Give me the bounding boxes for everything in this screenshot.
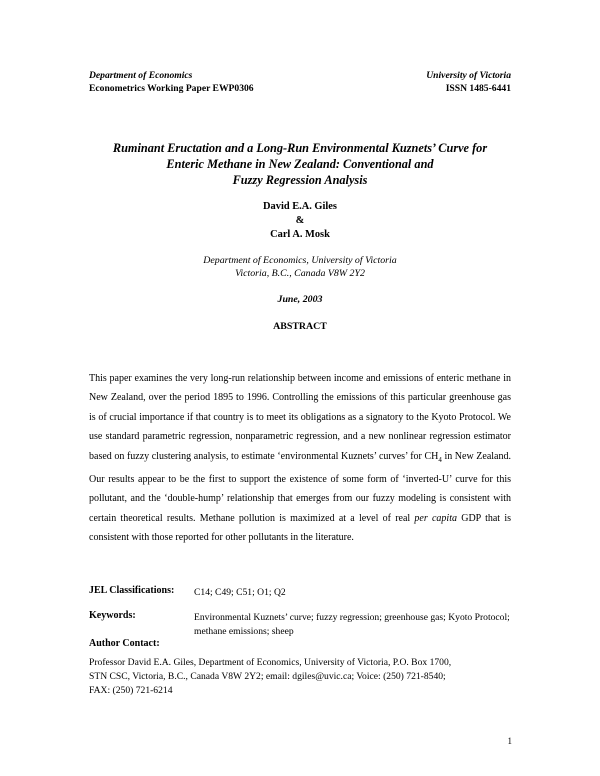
jel-value: C14; C49; C51; O1; Q2 [194, 587, 286, 598]
page-number: 1 [507, 736, 512, 746]
contact-line: FAX: (250) 721-6214 [89, 685, 173, 697]
title-line: Ruminant Eructation and a Long-Run Environmental Kuznets’ Curve for [112, 141, 488, 155]
keywords-label: Keywords: [89, 610, 136, 621]
abstract-subscript: 4 [438, 455, 442, 464]
author-1: David E.A. Giles [263, 201, 337, 212]
contact-line: STN CSC, Victoria, B.C., Canada V8W 2Y2; email: dgiles@uvic.ca; Voice: (250) 721-8540; [89, 671, 446, 683]
abstract-text-1: This paper examines the very long-run relationship between income and emissions of enteric methane in New Zealand, over the period 1895 to 1996. Controlling the emissions of this particular greenhouse gas is of crucial importance if that country is to meet its obligations as a signatory to the Kyoto Protocol. We use standard parametric regression, nonparametric regression, and a new nonlinear regression estimator based on fuzzy clustering analysis, to estimate ‘environmental Kuznets’ curves’ for CH [89, 373, 511, 462]
affiliation-line-2: Victoria, B.C., Canada V8W 2Y2 [235, 268, 365, 279]
title-line: Enteric Methane in New Zealand: Conventional and [166, 157, 434, 171]
paper-date: June, 2003 [277, 294, 323, 305]
paper-title [60, 140, 540, 188]
abstract-body [89, 369, 511, 548]
contact-line: Professor David E.A. Giles, Department of Economics, University of Victoria, P.O. Box 1700, [89, 657, 452, 668]
author-separator: & [295, 215, 305, 226]
abstract-text-2: in New Zealand. Our results appear to be the first to support the existence of some form of ‘inverted-U’ curve for this pollutant, and the ‘double-hump’ relationship that emerges from our fuzzy modeling is consistent with certain theoretical results. Methane pollution is maximized at a level of real [89, 450, 511, 524]
header-issn: ISSN 1485-6441 [445, 83, 511, 94]
jel-label: JEL Classifications: [89, 585, 175, 596]
header-series: Econometrics Working Paper EWP0306 [89, 83, 254, 94]
abstract-heading: ABSTRACT [273, 321, 327, 332]
contact-details [89, 656, 529, 699]
header-university: University of Victoria [426, 70, 511, 81]
abstract-text-3: GDP that is consistent with those reported for other pollutants in the literature. [89, 512, 511, 544]
keywords-value: Environmental Kuznets’ curve; fuzzy regression; greenhouse gas; Kyoto Protocol; methane emissions; sheep [194, 612, 510, 637]
abstract-italic: per capita [414, 512, 457, 524]
affiliation-line-1: Department of Economics, University of Victoria [203, 255, 397, 266]
header-department: Department of Economics [89, 70, 193, 81]
title-line: Fuzzy Regression Analysis [232, 173, 368, 187]
contact-label: Author Contact: [89, 638, 160, 649]
author-2: Carl A. Mosk [270, 229, 330, 240]
